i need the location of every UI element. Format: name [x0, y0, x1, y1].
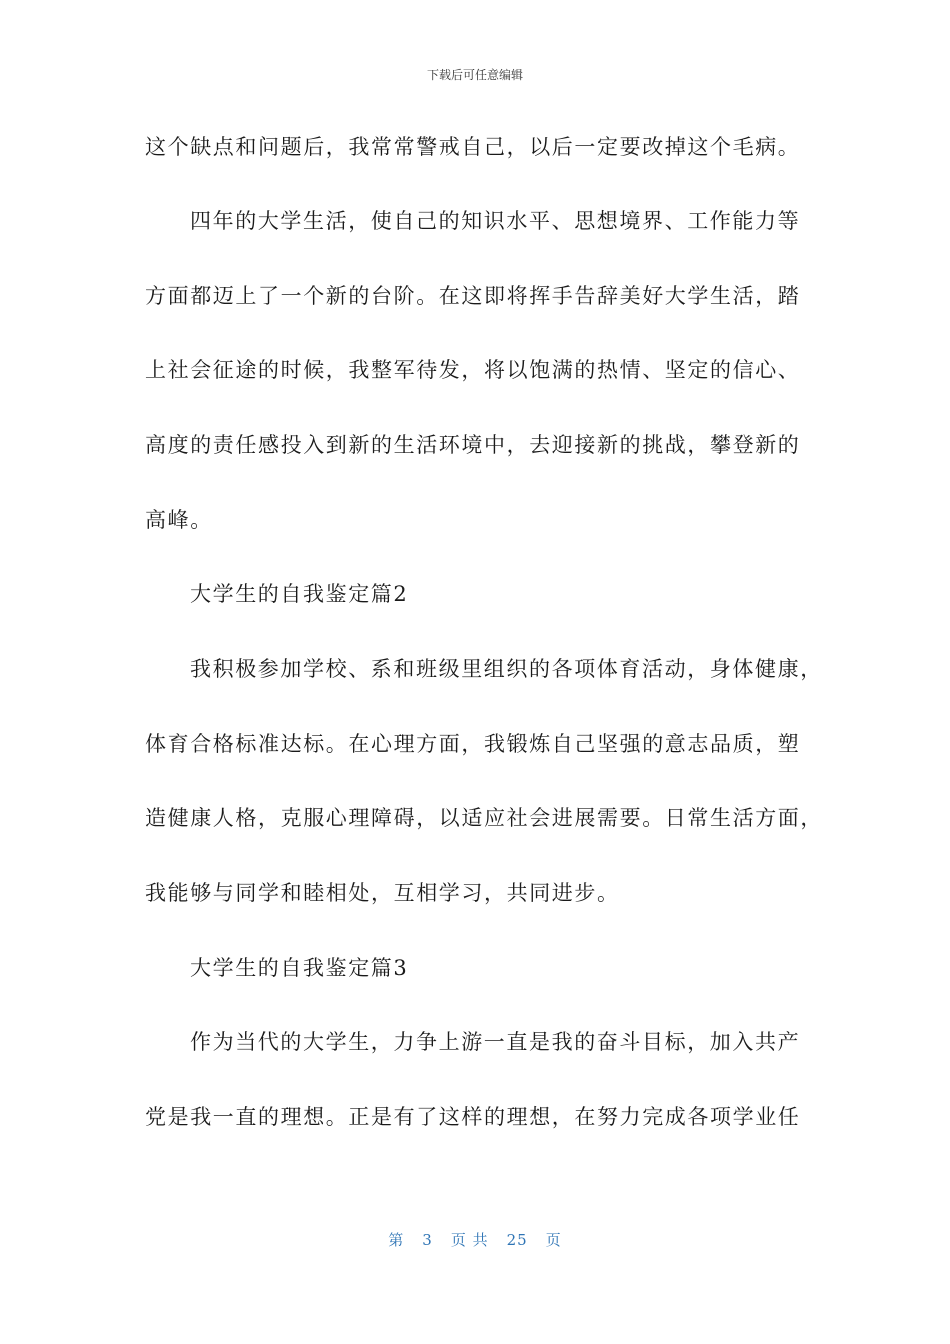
- page-header: 下载后可任意编辑: [426, 68, 523, 82]
- text-line: 四年的大学生活，使自己的知识水平、思想境界、工作能力等: [190, 209, 801, 233]
- section-heading: 大学生的自我鉴定篇2: [190, 582, 409, 606]
- text-line: 高峰。: [145, 508, 213, 532]
- text-line: 方面都迈上了一个新的台阶。在这即将挥手告辞美好大学生活，踏: [145, 284, 801, 308]
- text-line: 党是我一直的理想。正是有了这样的理想，在努力完成各项学业任: [145, 1105, 801, 1129]
- footer-suffix: 页: [545, 1231, 562, 1249]
- text-line: 这个缺点和问题后，我常常警戒自己，以后一定要改掉这个毛病。: [145, 135, 801, 159]
- page-footer: [0, 1229, 950, 1250]
- text-line: 高度的责任感投入到新的生活环境中，去迎接新的挑战，攀登新的: [145, 433, 801, 457]
- text-line: 我积极参加学校、系和班级里组织的各项体育活动，身体健康，: [190, 657, 823, 681]
- text-line: 上社会征途的时候，我整军待发，将以饱满的热情、坚定的信心、: [145, 358, 801, 382]
- total-pages-number: 25: [506, 1231, 528, 1249]
- text-line: 造健康人格，克服心理障碍，以适应社会进展需要。日常生活方面，: [145, 806, 823, 830]
- text-line: 我能够与同学和睦相处，互相学习，共同进步。: [145, 881, 620, 905]
- text-line: 作为当代的大学生，力争上游一直是我的奋斗目标，加入共产: [190, 1030, 801, 1054]
- footer-prefix: 第: [388, 1231, 405, 1249]
- footer-middle: 页 共: [450, 1231, 489, 1249]
- section-heading: 大学生的自我鉴定篇3: [190, 956, 409, 980]
- current-page-number: 3: [422, 1231, 433, 1249]
- text-line: 体育合格标准达标。在心理方面，我锻炼自己坚强的意志品质，塑: [145, 732, 801, 756]
